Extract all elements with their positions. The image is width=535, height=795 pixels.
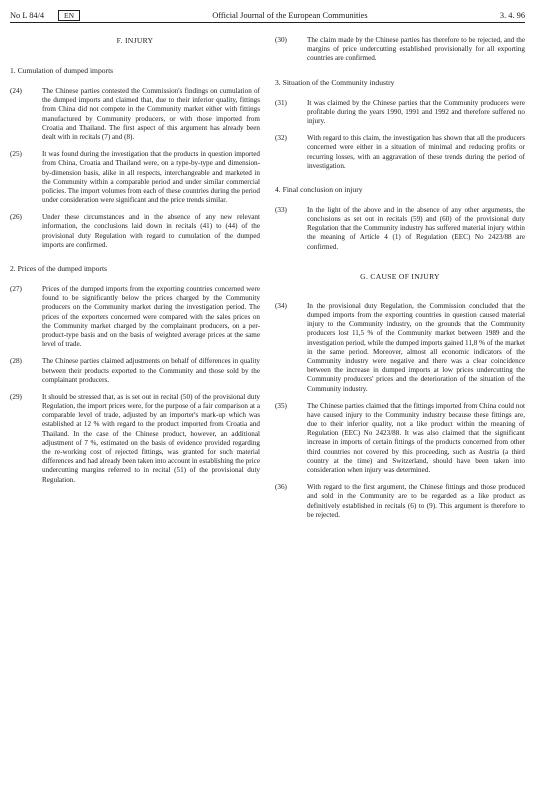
- subheading-prices: 2. Prices of the dumped imports: [10, 264, 108, 273]
- page-header: [10, 8, 525, 23]
- section-heading-injury: F. INJURY: [116, 36, 154, 45]
- recital-30: [275, 36, 525, 64]
- subheading-cumulation: 1. Cumulation of dumped imports: [10, 66, 114, 75]
- journal-reference: No L 84/4: [10, 10, 45, 20]
- recital-number: (24): [10, 87, 22, 95]
- recital-text: Prices of the dumped imports from the exporting countries concerned were found to be significantly below the prices charged by the Community producers on the Community market during the investigation period. The prices of the exporters concerned were compared with the sales prices on the Community market charged by the complainant producers, on a per-product-type basis and on the basis of weighted average prices at the same level of trade.: [42, 285, 260, 349]
- recital-text: Under these circumstances and in the absence of any new relevant information, the conclusions laid down in recitals (41) to (44) of the provisional duty Regulation with regard to cumulation of the dumped imports are confirmed.: [42, 213, 260, 249]
- recital-text: In the light of the above and in the absence of any other arguments, the conclusions as set out in recitals (59) and (60) of the provisional duty Regulation that the Community industry has suffered material injury within the meaning of Article 4 (1) of Regulation (EEC) No 2423/88 are confirmed.: [307, 205, 525, 251]
- recital-33: [275, 206, 525, 252]
- recital-number: (26): [10, 213, 22, 222]
- subheading-final-conclusion: 4. Final conclusion on injury: [275, 184, 363, 194]
- recital-text: The claim made by the Chinese parties has therefore to be rejected, and the margins of price undercutting established provisionally for all exporting countries are confirmed.: [307, 36, 525, 63]
- left-column: [10, 36, 260, 528]
- recital-35: [275, 402, 525, 476]
- recital-number: (33): [275, 205, 287, 214]
- subheading-community-industry: 3. Situation of the Community industry: [275, 77, 395, 87]
- journal-title: Official Journal of the European Communities: [212, 10, 368, 20]
- recital-34: [275, 302, 525, 394]
- recital-text: It was found during the investigation that the products in question imported from China, Croatia and Thailand were, on a type-by-type and dimension-by-dimension basis, alike in all respects, interchangeable and marketed in the Community within a comparable period and under similar commercial policies. The import volumes from each of these countries during the period under consideration were significant and the price trends similar.: [42, 150, 260, 205]
- recital-text: With regard to the first argument, the Chinese fittings and those produced and sold in the Community are to be regarded as a like product as definitively established in recitals (6) to (9). This argument is therefore to be rejected.: [307, 483, 525, 519]
- recital-number: (30): [275, 36, 287, 44]
- right-column: [275, 36, 525, 528]
- recital-number: (25): [10, 150, 22, 159]
- recital-25: [10, 150, 260, 205]
- recital-number: (31): [275, 98, 287, 107]
- recital-29: [10, 393, 260, 485]
- recital-31: [275, 99, 525, 127]
- recital-28: [10, 357, 260, 385]
- recital-text: It should be stressed that, as is set out in recital (50) of the provisional duty Regulation, the import prices were, for the purpose of a fair comparison at a comparable level of trade, adjusted by an importer's mark-up which was established at 12 % with regard to the product imported from Croatia and Thailand. In the case of the Chinese product, however, an additional adjustment of 7 %, estimated on the basis of evidence provided regarding the re-working cost of rejected fittings, was granted for such material differences and had already been taken into account in establishing the price undercutting margins referred to in recital (51) of the provisional duty Regulation.: [42, 392, 260, 484]
- recital-number: (36): [275, 483, 287, 492]
- recital-number: (29): [10, 392, 22, 401]
- recital-text: It was claimed by the Chinese parties that the Community producers were profitable during the years 1990, 1991 and 1992 and therefore suffered no injury.: [307, 98, 525, 125]
- recital-text: The Chinese parties contested the Commission's findings on cumulation of the dumped imports and claimed that, due to their inferior quality, fittings from China did not compete in the Community market either with fittings manufactured by Community producers, or with those imported from Croatia and Thailand. The first aspect of this argument has already been dealt with in recitals (7) and (8).: [42, 87, 260, 141]
- recital-number: (28): [10, 357, 22, 366]
- publication-date: 3. 4. 96: [499, 10, 525, 20]
- recital-36: [275, 483, 525, 520]
- recital-24: [10, 87, 260, 142]
- recital-27: [10, 285, 260, 349]
- recital-32: [275, 134, 525, 171]
- recital-26: [10, 213, 260, 250]
- recital-text: With regard to this claim, the investigation has shown that all the producers concerned were either in a situation of minimal and reducing profits or recurring losses, with an aggravation of these trends during the period of investigation.: [307, 134, 525, 170]
- section-heading-cause-of-injury: G. CAUSE OF INJURY: [360, 271, 440, 281]
- language-badge: EN: [58, 10, 80, 21]
- recital-number: (34): [275, 301, 287, 310]
- recital-text: In the provisional duty Regulation, the Commission concluded that the dumped imports from the exporting countries in question caused material injury to the Community industry, on the grounds that the Community producers lost 11,5 % of the Community market between 1989 and the investigation period, while the dumped imports gained 11,8 % of the market in the same period. Moreover, almost all economic indicators of the Community industry were negative and there was a clear coincidence between the increase in dumped imports at low prices undercutting the Community producers' prices and the deterioration of the situation of the Community industry.: [307, 301, 525, 393]
- recital-number: (32): [275, 134, 287, 143]
- recital-number: (35): [275, 401, 287, 410]
- recital-number: (27): [10, 285, 22, 293]
- recital-text: The Chinese parties claimed that the fittings imported from China could not have caused injury to the Community industry because these fittings are, due to their inferior quality, not a like product within the meaning of Regulation (EEC) No 2423/88. It was also claimed that the significant increase in imports of certain fittings of the products concerned from other third countries not covered by this proceeding, such as Austria (a third country at the time) and Switzerland, should have been taken into consideration when injury was determined.: [307, 401, 525, 474]
- recital-text: The Chinese parties claimed adjustments on behalf of differences in quality between their products exported to the Community and those sold by the complainant producers.: [42, 357, 260, 384]
- two-column-body: [10, 36, 525, 528]
